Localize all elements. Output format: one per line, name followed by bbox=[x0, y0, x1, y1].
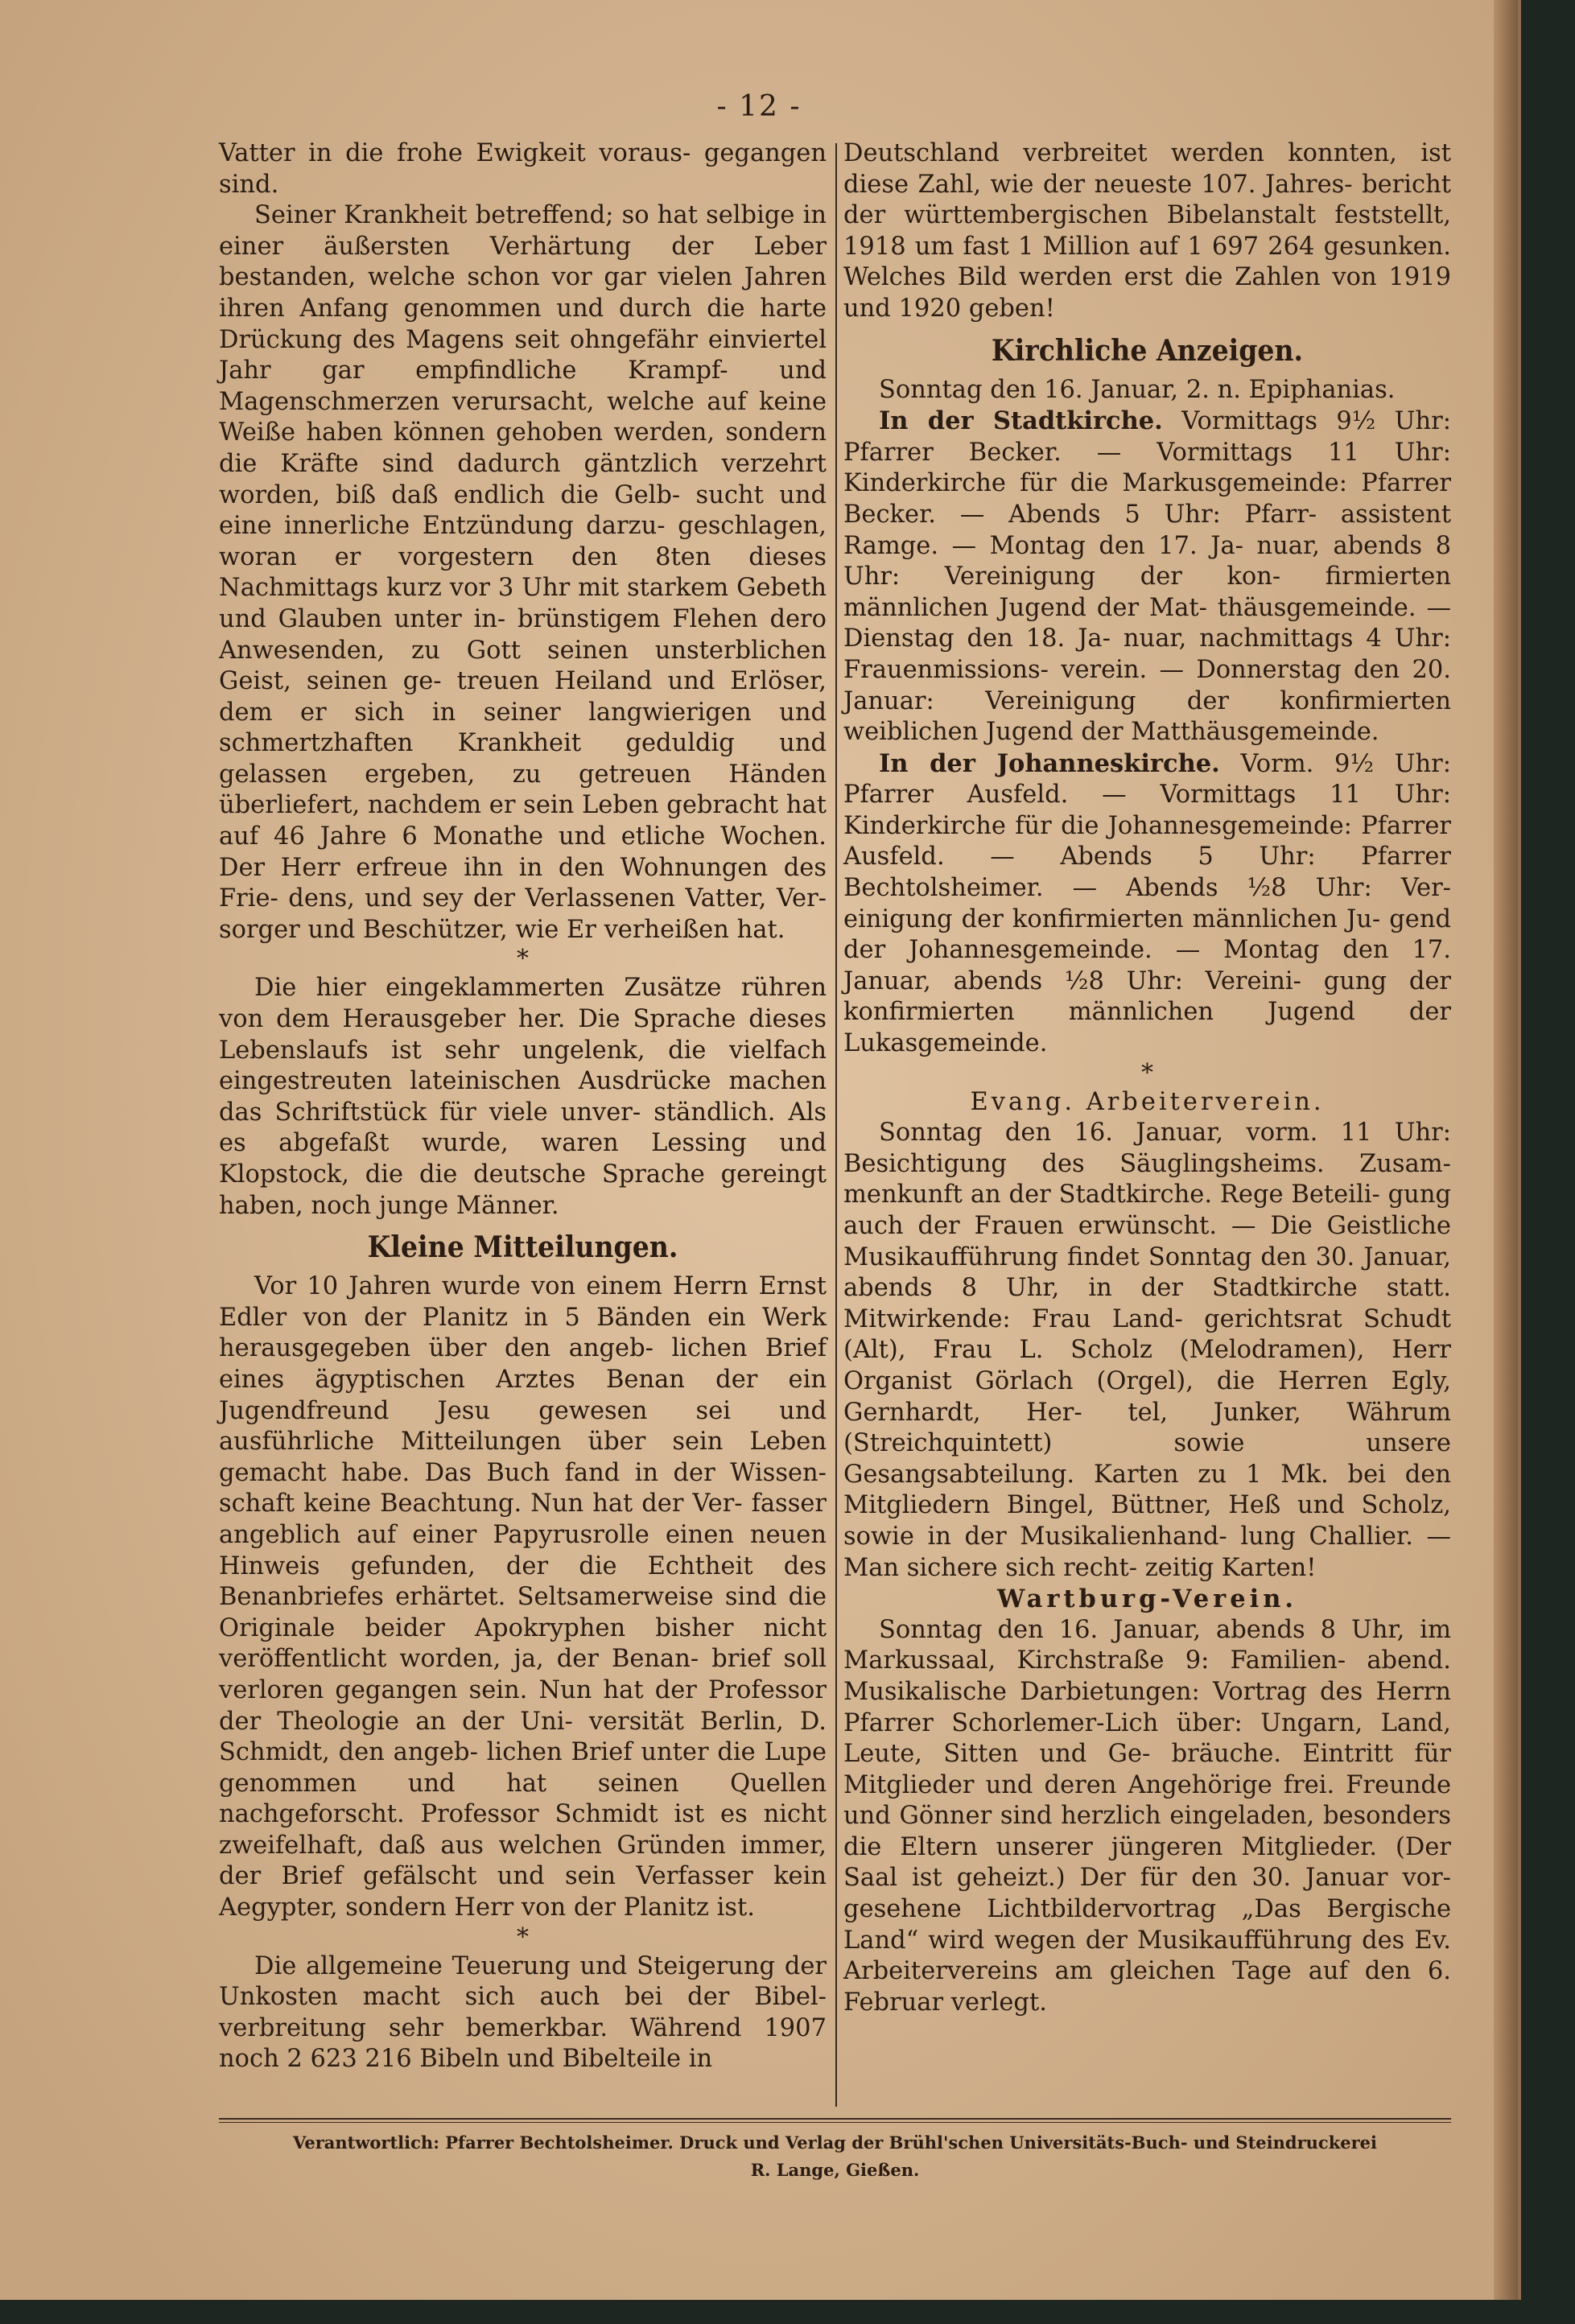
imprint-footer bbox=[219, 2129, 1451, 2184]
page-number: - 12 - bbox=[716, 90, 802, 123]
stadtkirche-label: In der Stadtkirche. bbox=[879, 406, 1163, 436]
column-divider bbox=[835, 143, 837, 2107]
illness-paragraph: Seiner Krankheit betreffend; so hat selbige in einer äußersten Verhärtung der Leber bestanden, welche schon vor gar vielen Jahren ihren Anfang genommen und durch die harte Drückung des Magens seit ohngefähr einviertel Jahr gar empfindliche Krampf- und Magenschmerzen verursacht, welche auf keine Weiße haben können gehoben werden, sondern die Kräfte sind dadurch gäntzlich verzehrt worden, biß daß endlich die Gelb- sucht und eine innerliche Entzündung darzu- geschlagen, woran er vorgestern den 8ten dieses Nachmittags kurz vor 3 Uhr mit starkem Gebeth und Glauben unter in- brünstigem Flehen dero Anwesenden, zu Gott seinen unsterblichen Geist, seinen ge- treuen Heiland und Erlöser, dem er sich in seiner langwierigen und schmertzhaften Krankheit geduldig und gelassen ergeben, zu getreuen Händen überliefert, nachdem er sein Leben gebracht hat auf 46 Jahre 6 Monathe und etliche Wochen. Der Herr erfreue ihn in den Wohnungen des Frie- dens, und sey der Verlassenen Vatter, Ver- sorger und Beschützer, wie Er verheißen hat. bbox=[219, 201, 827, 944]
subhead-arbeiterverein: Evang. Arbeiterverein. bbox=[970, 1087, 1325, 1116]
footer-rule-thin bbox=[219, 2122, 1451, 2123]
section-heading-kirchliche-anzeigen: Kirchliche Anzeigen. bbox=[991, 333, 1304, 368]
footer-rule bbox=[219, 2118, 1451, 2120]
johanneskirche-notice bbox=[843, 748, 1451, 1060]
section-heading-kleine-mitteilungen: Kleine Mitteilungen. bbox=[367, 1230, 678, 1265]
subhead-wartburg-verein: Wartburg-Verein. bbox=[997, 1584, 1297, 1614]
imprint-line-1: Verantwortlich: Pfarrer Bechtolsheimer. Druck und Verlag der Brühl'schen Universitäts-Buch- und Steindruckerei bbox=[292, 2132, 1378, 2153]
johanneskirche-text: Vorm. 9½ Uhr: Pfarrer Ausfeld. — Vormittags 11 Uhr: Kinderkirche für die Johannesgemeinde: Pfarrer Ausfeld. — Abends 5 Uhr: Pfarrer Bechtolsheimer. — Abends ½8 Uhr: Ver- einigung der konfirmierten männlichen Ju- gend der Johannesgemeinde. — Montag den 17. Januar, abends ½8 Uhr: Vereini- gung der konfirmierten männlichen Jugend der Lukasgemeinde. bbox=[843, 749, 1451, 1058]
benan-brief-article: Vor 10 Jahren wurde von einem Herrn Ernst Edler von der Planitz in 5 Bänden ein Werk herausgegeben über den angeb- lichen Brief eines ägyptischen Arztes Benan der ein Jugendfreund Jesu gewesen sei und ausführliche Mitteilungen über sein Leben gemacht habe. Das Buch fand in der Wissen- schaft keine Beachtung. Nun hat der Ver- fasser angeblich auf einer Papyrusrolle einen neuen Hinweis gefunden, der die Echtheit des Benanbriefes erhärtet. Seltsamerweise sind die Originale beider Apokryphen bisher nicht veröffentlicht worden, ja, der Benan- brief soll verloren gegangen sein. Nun hat der Professor der Theologie an der Uni- versität Berlin, D. Schmidt, den angeb- lichen Brief unter die Lupe genommen und hat seinen Quellen nachgeforscht. Professor Schmidt ist es nicht zweifelhaft, daß aus welchen Gründen immer, der Brief gefälscht und sein Verfasser kein Aegypter, sondern Herr von der Planitz ist. bbox=[219, 1272, 827, 1922]
separator-star: * bbox=[1141, 1058, 1153, 1087]
separator-star: * bbox=[517, 945, 529, 974]
imprint-line-2: R. Lange, Gießen. bbox=[750, 2160, 920, 2180]
wartburg-verein-notice: Sonntag den 16. Januar, abends 8 Uhr, im Markussaal, Kirchstraße 9: Familien- abend. Musikalische Darbietungen: Vortrag des Herrn Pfarrer Schorlemer-Lich über: Ungarn, Land, Leute, Sitten und Ge- bräuche. Eintritt für Mitglieder und deren Angehörige frei. Freunde und Gönner sind herzlich eingeladen, besonders die Eltern unserer jüngeren Mitglieder. (Der Saal ist geheizt.) Der für den 30. Januar vor- gesehene Lichtbildervortrag „Das Bergische Land“ wird wegen der Musikaufführung des Ev. Arbeitervereins am gleichen Tage auf den 6. Februar verlegt. bbox=[843, 1615, 1451, 2017]
sunday-date-line: Sonntag den 16. Januar, 2. n. Epiphanias. bbox=[879, 375, 1396, 404]
right-column bbox=[843, 138, 1451, 2018]
bible-cost-article-end: Deutschland verbreitet werden konnten, ist diese Zahl, wie der neueste 107. Jahres- bericht der württembergischen Bibelanstalt feststellt, 1918 um fast 1 Million auf 1 697 264 gesunken. Welches Bild werden erst die Zahlen von 1919 und 1920 geben! bbox=[843, 139, 1451, 323]
separator-star: * bbox=[517, 1922, 529, 1951]
editor-note: Die hier eingeklammerten Zusätze rühren von dem Herausgeber her. Die Sprache dieses Lebenslaufs ist sehr ungelenk, die vielfach eingestreuten lateinischen Ausdrücke machen das Schriftstück für viele unver- ständlich. Als es abgefaßt wurde, waren Lessing und Klopstock, die die deutsche Sprache gereingt haben, noch junge Männer. bbox=[219, 974, 827, 1220]
bible-cost-article-start: Die allgemeine Teuerung und Steigerung der Unkosten macht sich auch bei der Bibel- verbreitung sehr bemerkbar. Während 1907 noch 2 623 216 Bibeln und Bibelteile in bbox=[219, 1951, 827, 2074]
obituary-end: Vatter in die frohe Ewigkeit voraus- gegangen sind. bbox=[219, 139, 827, 199]
binding-edge bbox=[1494, 0, 1518, 2300]
stadtkirche-notice bbox=[843, 406, 1451, 748]
left-column bbox=[219, 138, 827, 2075]
stadtkirche-text: Vormittags 9½ Uhr: Pfarrer Becker. — Vormittags 11 Uhr: Kinderkirche für die Markusgemeinde: Pfarrer Becker. — Abends 5 Uhr: Pfarr- assistent Ramge. — Montag den 17. Ja- nuar, abends 8 Uhr: Vereinigung der kon- firmierten männlichen Jugend der Mat- thäusgemeinde. — Dienstag den 18. Ja- nuar, nachmittags 4 Uhr: Frauenmissions- verein. — Donnerstag den 20. Januar: Vereinigung der konfirmierten weiblichen Jugend der Matthäusgemeinde. bbox=[843, 407, 1451, 747]
johanneskirche-label: In der Johanneskirche. bbox=[879, 748, 1220, 778]
arbeiterverein-notice: Sonntag den 16. Januar, vorm. 11 Uhr: Besichtigung des Säuglingsheims. Zusam- menkunft an der Stadtkirche. Rege Beteili- gung auch der Frauen erwünscht. — Die Geistliche Musikaufführung findet Sonntag den 30. Januar, abends 8 Uhr, in der Stadtkirche statt. Mitwirkende: Frau Land- gerichtsrat Schudt (Alt), Frau L. Scholz (Melodramen), Herr Organist Görlach (Orgel), die Herren Egly, Gernhardt, Her- tel, Junker, Währum (Streichquintett) sowie unsere Gesangsabteilung. Karten zu 1 Mk. bei den Mitgliedern Bingel, Büttner, Heß und Scholz, sowie in der Musikalienhand- lung Challier. — Man sichere sich recht- zeitig Karten! bbox=[843, 1119, 1451, 1582]
